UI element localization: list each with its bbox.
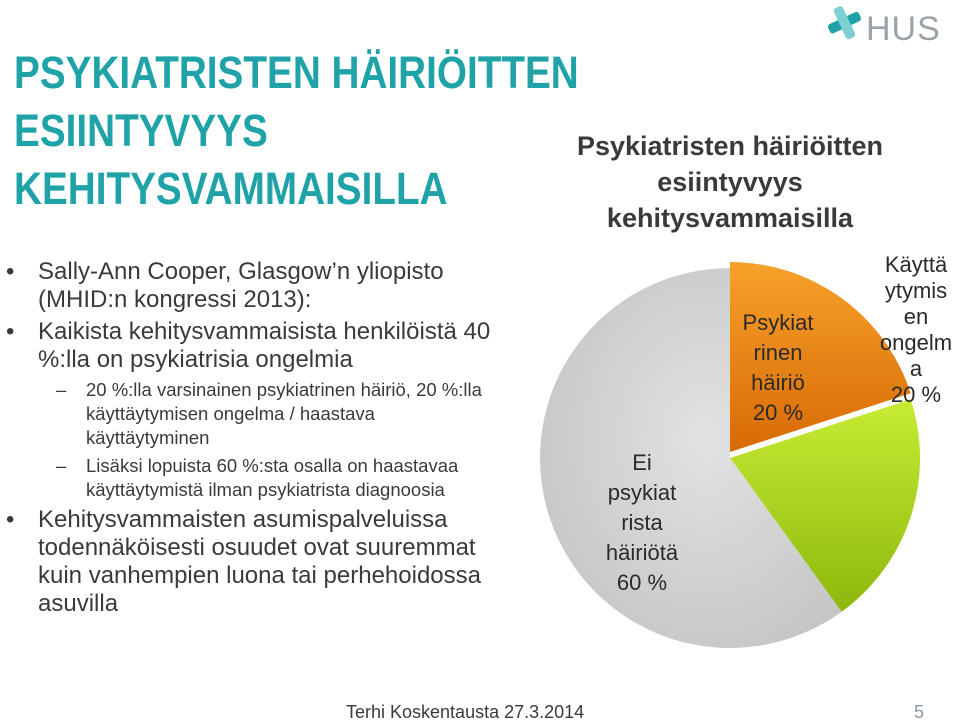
pie-slice-label: ytymis	[884, 278, 948, 303]
sub-bullet-item: – 20 %:lla varsinainen psykiatrinen häiriö, 20 %:lla käyttäytymisen ongelma / haastava käyttäytyminen	[0, 378, 500, 450]
pie-slice-label: Ei	[632, 450, 652, 475]
pie-slice-value-label: 20 %	[890, 382, 942, 407]
slide-title-line: ESIINTYVYYS	[14, 105, 268, 156]
chart-title-line: Psykiatristen häiriöitten	[576, 131, 884, 161]
sub-bullet-item: – Lisäksi lopuista 60 %:sta osalla on haastavaa käyttäytymistä ilman psykiatrista diagnoosia	[0, 454, 500, 502]
pie-slice-label: rista	[621, 510, 663, 535]
pie-slice-label: Käyttä	[884, 252, 948, 277]
logo-text: HUS	[866, 10, 941, 48]
pie-slice-label: en	[903, 304, 929, 329]
pie-slice-label: psykiat	[607, 480, 677, 505]
bullet-item: • Kaikista kehitysvammaisista henkilöistä 40 %:lla on psykiatrisia ongelmia	[0, 318, 500, 374]
chart-title-line: esiintyvyys	[657, 167, 803, 197]
pie-slice-label: häiriötä	[605, 540, 679, 565]
pie-slice-label: a	[909, 356, 923, 381]
pie-slice-value-label: 20 %	[752, 400, 804, 425]
bullet-item: • Kehitysvammaisten asumispalveluissa todennäköisesti osuudet ovat suuremmat kuin vanhempien luona tai perhehoidossa asuvilla	[0, 506, 500, 618]
pie-slice-label: häiriö	[751, 370, 805, 395]
pie-slice-label: Psykiat	[742, 310, 814, 335]
pie-slice-value-label: 60 %	[616, 570, 668, 595]
page-number: 5	[914, 702, 925, 722]
slide-title-line: PSYKIATRISTEN HÄIRIÖITTEN	[14, 47, 579, 98]
chart-title-line: kehitysvammaisilla	[606, 203, 854, 233]
footer-author-date: Terhi Koskentausta 27.3.2014	[346, 702, 585, 722]
pie-slice-label: rinen	[753, 340, 803, 365]
slide-title-line: KEHITYSVAMMAISILLA	[14, 163, 448, 214]
bullet-item: • Sally-Ann Cooper, Glasgow’n yliopisto (MHID:n kongressi 2013):	[0, 258, 500, 314]
pie-slice-label: ongelm	[879, 330, 953, 355]
